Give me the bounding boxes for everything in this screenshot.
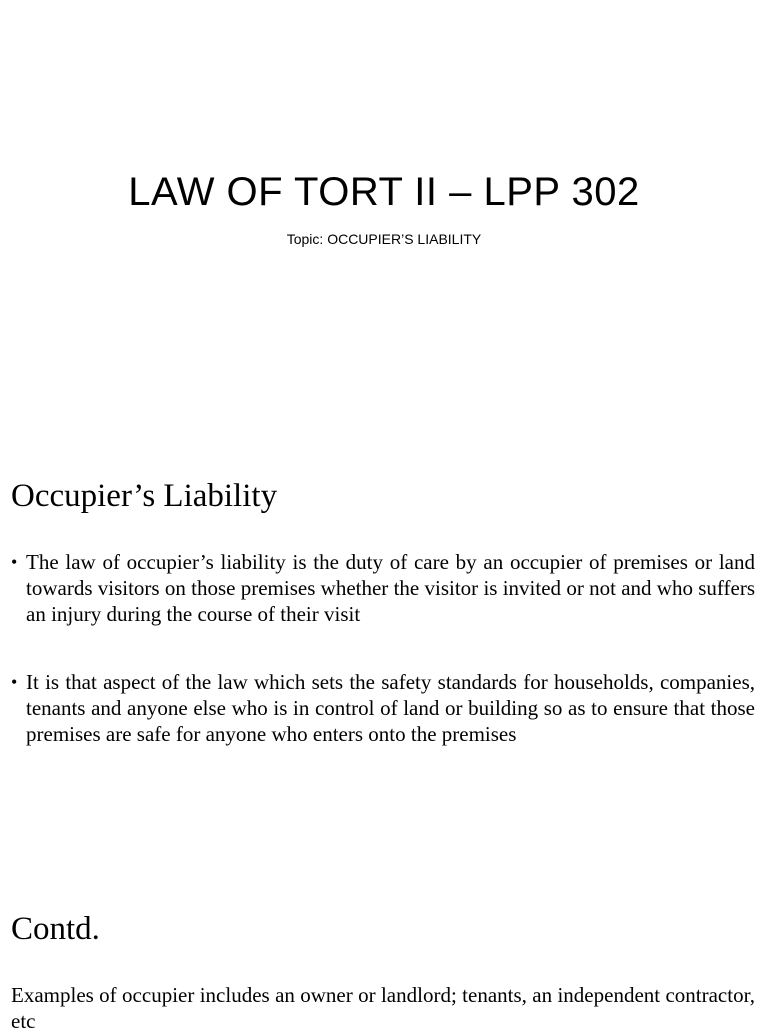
contd-slide: [0, 872, 768, 1033]
bullet-item: [11, 549, 755, 627]
bullet-text: It is that aspect of the law which sets the safety standards for households, companies, tenants and anyone else who is in control of land or building so as to ensure that those premises are safe for anyone who enters onto the premises: [26, 670, 755, 746]
slide-heading: Occupier’s Liability: [11, 478, 278, 514]
bullet-list: [11, 549, 755, 789]
bullet-text: The law of occupier’s liability is the duty of care by an occupier of premises or land towards visitors on those premises whether the visitor is invited or not and who suffers an injury during the course of their visit: [26, 550, 755, 626]
bullet-item: [11, 669, 755, 747]
deck-title: LAW OF TORT II – LPP 302: [128, 170, 640, 214]
body-text: Examples of occupier includes an owner or landlord; tenants, an independent contractor, etc: [11, 983, 755, 1033]
bullet-icon: •: [11, 672, 18, 692]
occupiers-liability-slide: [0, 436, 768, 868]
slide-heading: Contd.: [11, 911, 100, 947]
title-slide: [0, 0, 768, 432]
bullet-icon: •: [11, 552, 18, 572]
deck-subtitle: Topic: OCCUPIER’S LIABILITY: [286, 231, 482, 247]
